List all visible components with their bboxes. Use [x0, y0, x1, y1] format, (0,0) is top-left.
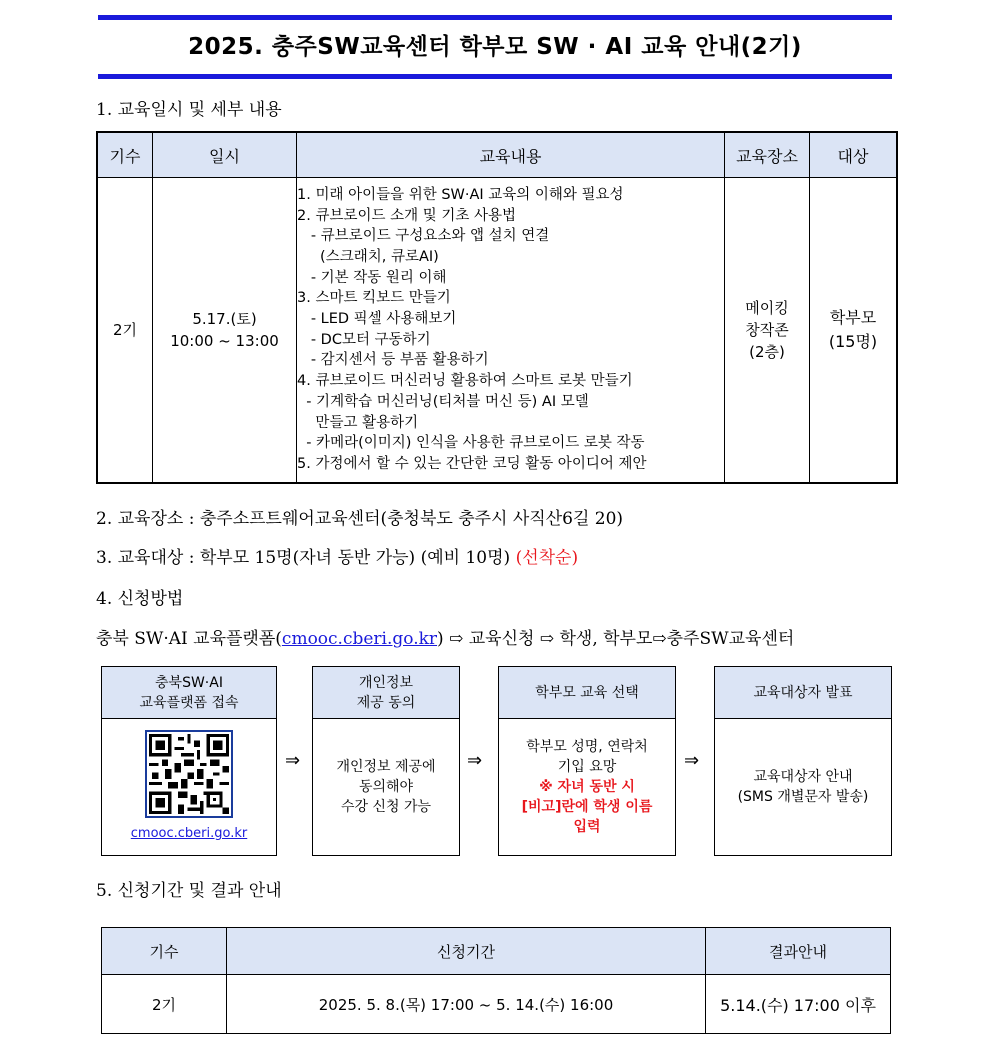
application-period-table: [101, 927, 891, 1034]
col-header-result: 결과안내: [706, 928, 891, 975]
title-top-rule: [98, 15, 892, 20]
step-body: [313, 719, 459, 855]
place-line: 메이킹: [745, 298, 789, 317]
col-header-period: 신청기간: [227, 928, 706, 975]
step-body-line: 교육대상자 안내: [753, 769, 853, 785]
col-header-term: 기수: [102, 928, 227, 975]
cell-period: 2025. 5. 8.(목) 17:00 ~ 5. 14.(수) 16:00: [227, 975, 706, 1034]
step-note-line: 입력: [573, 819, 601, 835]
step-header-line: 개인정보: [358, 674, 414, 691]
target-line: (15명): [828, 331, 878, 351]
step-body-line: 개인정보 제공에: [336, 759, 436, 775]
content-line: - 큐브로이드 구성요소와 앱 설치 연결: [297, 228, 550, 245]
step-select-course: [498, 666, 676, 856]
cell-date: 5.17.(토): [192, 309, 257, 328]
col-header-term: 기수: [97, 132, 153, 178]
cell-term: 2기: [102, 975, 227, 1034]
page-title: 2025. 충주SW교육센터 학부모 SW · AI 교육 안내(2기): [188, 34, 802, 60]
signup-path: [96, 624, 794, 649]
content-line: 1. 미래 아이들을 위한 SW·AI 교육의 이해와 필요성: [297, 186, 624, 203]
section3-target: [96, 543, 578, 568]
step-header-line: 충북SW·AI: [155, 674, 223, 691]
content-line: 만들고 활용하기: [297, 414, 419, 431]
content-line: 4. 큐브로이드 머신러닝 활용하여 스마트 로봇 만들기: [297, 373, 633, 390]
place-line: 창작존: [745, 320, 789, 339]
qr-link[interactable]: cmooc.cberi.go.kr: [130, 826, 248, 841]
cell-result: 5.14.(수) 17:00 이후: [706, 975, 891, 1034]
col-header-target: 대상: [810, 132, 898, 178]
col-header-date: 일시: [153, 132, 297, 178]
step-header: [715, 667, 891, 719]
qr-code-icon[interactable]: [145, 730, 233, 818]
content-line: (스크래치, 큐로AI): [297, 248, 439, 265]
section4-heading: 4. 신청방법: [96, 589, 184, 609]
flow-arrow-icon: ⇒: [684, 750, 700, 771]
content-line: 2. 큐브로이드 소개 및 기초 사용법: [297, 207, 516, 224]
content-line: - 기계학습 머신러닝(티처블 머신 등) AI 모델: [297, 393, 589, 410]
cell-datetime: [153, 178, 297, 483]
section2-place: 2. 교육장소 : 충주소프트웨어교육센터(충청북도 충주시 사직산6길 20): [96, 509, 624, 529]
target-line: 학부모: [829, 307, 877, 327]
step-body: [715, 719, 891, 855]
section1-heading: 1. 교육일시 및 세부 내용: [96, 100, 282, 120]
step-body-line: 기입 요망: [557, 759, 617, 775]
step-note-line: [비고]란에 학생 이름: [521, 799, 653, 815]
cell-content: [297, 178, 725, 483]
title-bottom-rule: [98, 74, 892, 79]
step-body: [102, 719, 276, 855]
first-come-badge: (선착순): [515, 548, 579, 568]
step-header-line: 학부모 교육 선택: [535, 684, 639, 701]
step-note-line: ※ 자녀 동반 시: [539, 779, 635, 795]
content-line: 3. 스마트 킥보드 만들기: [297, 290, 451, 307]
step-body: [499, 719, 675, 855]
content-line: - 카메라(이미지) 인식을 사용한 큐브로이드 로봇 작동: [297, 435, 645, 452]
section5-heading: 5. 신청기간 및 결과 안내: [96, 881, 282, 901]
cell-time: 10:00 ~ 13:00: [170, 331, 279, 350]
step-body-line: (SMS 개별문자 발송): [737, 789, 869, 805]
flow-arrow-icon: ⇒: [467, 750, 483, 771]
content-line: 5. 가정에서 할 수 있는 간단한 코딩 활동 아이디어 제안: [297, 455, 647, 472]
cell-term: 2기: [97, 178, 153, 483]
step-header-line: 교육대상자 발표: [753, 684, 853, 701]
step-header: [313, 667, 459, 719]
col-header-content: 교육내용: [297, 132, 725, 178]
content-line: - 감지센서 등 부품 활용하기: [297, 352, 489, 369]
flow-arrow-icon: ⇒: [285, 750, 301, 771]
step-announcement: [714, 666, 892, 856]
step-body-line: 학부모 성명, 연락처: [526, 739, 648, 755]
schedule-table: [96, 131, 898, 484]
cell-target: [810, 178, 898, 483]
step-body-line: 동의해야: [358, 779, 414, 795]
col-header-place: 교육장소: [725, 132, 810, 178]
cell-place: [725, 178, 810, 483]
step-header-line: 교육플랫폼 접속: [139, 694, 239, 711]
section3-text: 3. 교육대상 : 학부모 15명(자녀 동반 가능) (예비 10명): [96, 548, 511, 568]
step-header: [102, 667, 276, 719]
platform-link[interactable]: cmooc.cberi.go.kr: [281, 629, 438, 649]
path-suffix: ) ⇨ 교육신청 ⇨ 학생, 학부모⇨충주SW교육센터: [437, 629, 795, 649]
step-platform-access: [101, 666, 277, 856]
step-body-line: 수강 신청 가능: [340, 799, 432, 815]
step-header: [499, 667, 675, 719]
step-header-line: 제공 동의: [356, 694, 416, 711]
content-line: - LED 픽셀 사용해보기: [297, 311, 457, 328]
step-privacy-consent: [312, 666, 460, 856]
path-prefix: 충북 SW·AI 교육플랫폼(: [96, 629, 282, 649]
content-line: - DC모터 구동하기: [297, 331, 431, 348]
place-line: (2층): [749, 342, 785, 361]
content-line: - 기본 작동 원리 이해: [297, 269, 447, 286]
